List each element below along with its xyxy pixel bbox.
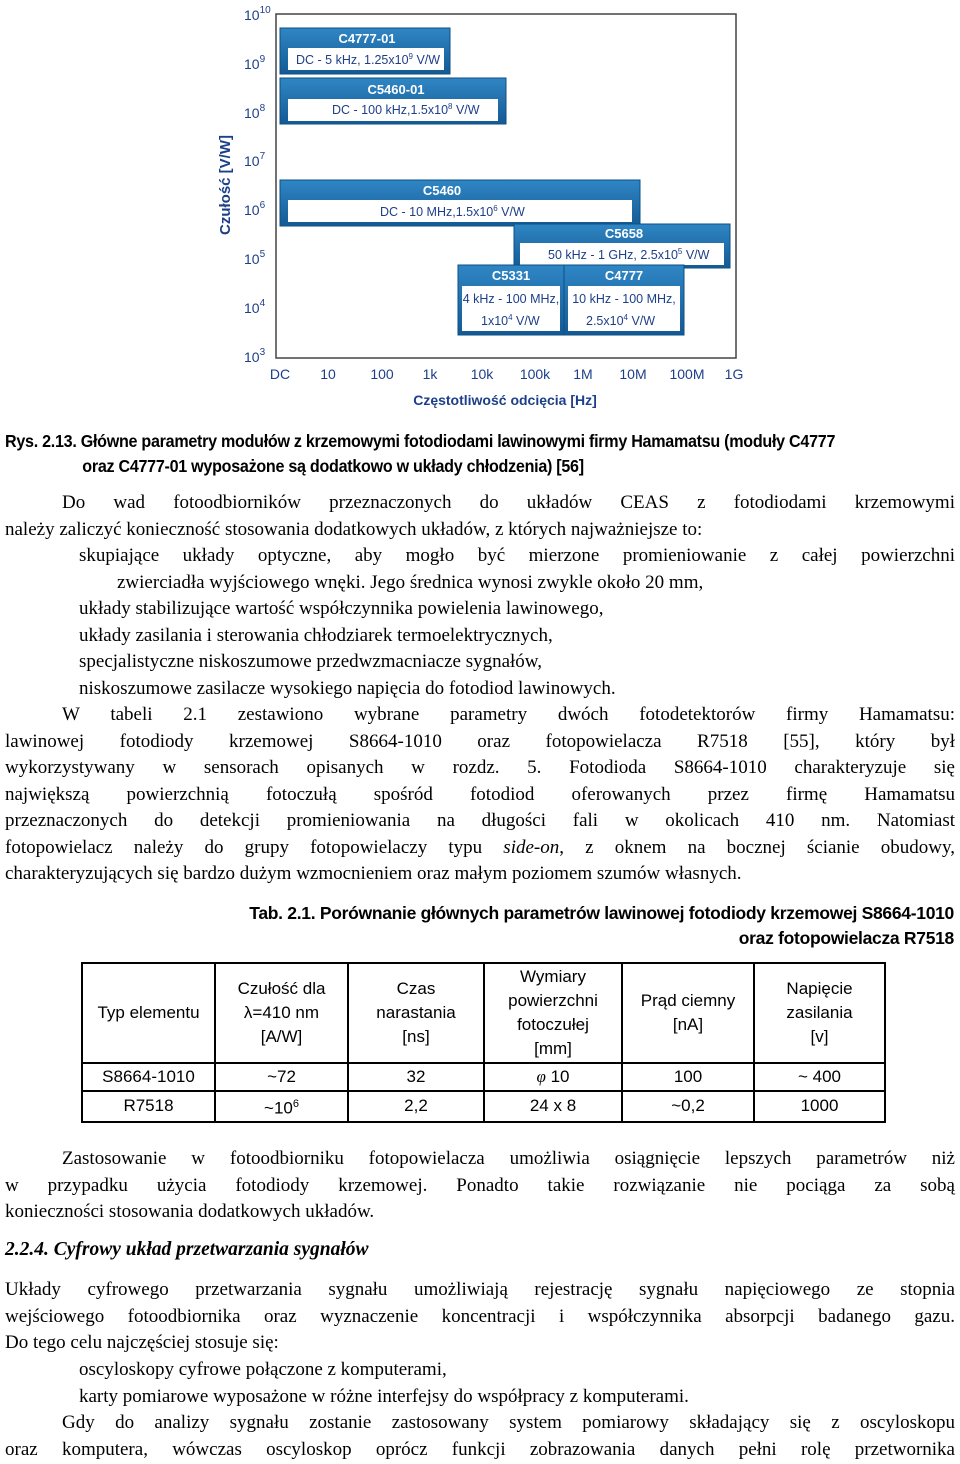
caption-line: oraz C4777-01 wyposażone są dodatkowo w układy chłodzenia) [56] (82, 456, 584, 476)
cell-value: 10 (545, 1067, 570, 1086)
header-text: Czułość dla (237, 979, 326, 998)
list-item: karty pomiarowe wyposażone w różne interfejsy do współpracy z komputerami. (79, 1385, 689, 1407)
module-spec: DC - 5 kHz, $1.25x10^9$ V/W (296, 52, 441, 67)
module-c5658 (514, 224, 730, 268)
list-item: oscyloskopy cyfrowe połączone z komputerami, (79, 1359, 447, 1380)
header-text: fotoczułej (517, 1015, 589, 1034)
table-cell (484, 1063, 622, 1091)
list-item-continuation: zwierciadła wyjściowego wnęki. Jego średnica wynosi zwykle około 20 mm, (117, 571, 704, 593)
module-c4777-01 (280, 28, 450, 74)
table-header-cell (215, 963, 348, 1063)
text-line: w przypadku użycia fotodiody krzemowej. Ponadto takie rozwiązanie nie pociąga za sobą (5, 1174, 955, 1196)
y-tick: $10^8$ (244, 103, 266, 121)
table-caption-line: oraz fotopowielacza R7518 (738, 928, 954, 948)
text-line: największą powierzchnią fotoczułą spośród fotodiod oferowanych przez firmę Hamamatsu (5, 783, 955, 805)
module-name: C5460-01 (367, 82, 425, 97)
cell-value: ~10 (264, 1098, 293, 1118)
module-c5460-01 (280, 78, 506, 124)
text-line: Układy cyfrowego przetwarzania sygnału umożliwiają rejestrację sygnału napięciowego ze stopnia (5, 1279, 955, 1300)
module-c4777 (564, 265, 684, 335)
x-tick: 1M (573, 366, 593, 382)
header-text: [v] (810, 1027, 829, 1046)
text-line: Do wad fotoodbiorników przeznaczonych do układów CEAS z fotodiodami krzemowymi (62, 492, 955, 513)
module-spec-line1: 4 kHz - 100 MHz, (462, 292, 560, 306)
text-run: , z oknem na bocznej ścianie obudowy, (559, 836, 955, 858)
italic-term: side-on (503, 836, 560, 858)
header-text: [A/W] (260, 1027, 303, 1046)
table-row (82, 1091, 885, 1122)
header-text: Prąd ciemny (640, 991, 736, 1010)
y-tick: $10^9$ (244, 54, 266, 72)
y-axis-label: Czułość [V/W] (217, 135, 234, 235)
text-line: wejściowego fotoodbiornika oraz wyznaczenie koncentracji i współczynnika absorpcji badanego gazu. (5, 1305, 955, 1327)
x-tick: 1k (422, 366, 438, 382)
header-text: zasilania (786, 1003, 853, 1022)
text-line: Zastosowanie w fotoodbiorniku fotopowielacza umożliwia osiągnięcie lepszych parametrów niż (62, 1148, 955, 1169)
text-line: Gdy do analizy sygnału zostanie zastosowany system pomiarowy składający się z oscyloskopu (62, 1412, 955, 1433)
table-header-row (82, 963, 885, 1063)
x-tick: 1G (724, 366, 744, 382)
tools-list (79, 1357, 955, 1410)
x-tick-labels (270, 366, 743, 382)
text-line: charakteryzujących się bardzo dużym wzmocnieniem oraz małym poziomem szumów własnych. (5, 863, 742, 884)
paragraph-4 (5, 1277, 955, 1357)
table-header-cell (484, 963, 622, 1063)
module-spec: $1x10^4$ V/W (481, 313, 540, 328)
table-row (82, 1063, 885, 1091)
text-line: lawinowej fotodiody krzemowej S8664-1010 oraz fotopowielacza R7518 [55], który był (5, 730, 955, 752)
y-tick: $10^{10}$ (244, 5, 271, 23)
module-c5331 (458, 265, 564, 335)
module-c5460 (280, 180, 640, 226)
paragraph-1 (5, 490, 955, 543)
module-spec: DC - 10 $MHz,1.5x10^6$ V/W (380, 204, 525, 219)
table-cell: 1000 (754, 1091, 885, 1122)
module-name: C5460 (422, 183, 462, 198)
paragraph-2 (5, 702, 955, 888)
x-tick: DC (269, 366, 291, 382)
text-line: W tabeli 2.1 zestawiono wybrane parametry dwóch fotodetektorów firmy Hamamatsu: (62, 704, 955, 725)
table-cell: 2,2 (348, 1091, 484, 1122)
text-line (5, 835, 955, 862)
list-item: niskoszumowe zasilacze wysokiego napięcia do fotodiod lawinowych. (79, 677, 616, 699)
header-text: Wymiary (520, 967, 586, 986)
table-cell: S8664-1010 (82, 1063, 215, 1091)
list-item: układy zasilania i sterowania chłodziarek termoelektrycznych, (79, 624, 553, 646)
table-cell: 24 x 8 (484, 1091, 622, 1122)
comparison-table (81, 962, 886, 1123)
figure-svg (200, 0, 760, 412)
table-header-cell (348, 963, 484, 1063)
header-text: [mm] (534, 1039, 572, 1058)
module-name: C5331 (491, 268, 531, 283)
text-line: wykorzystywany w sensorach opisanych w rozdz. 5. Fotodioda S8664-1010 charakteryzuje się (5, 757, 955, 778)
y-tick: $10^3$ (244, 347, 266, 365)
module-spec: DC - 100 $kHz,1.5x10^8$ V/W (332, 102, 480, 117)
text-line: Do tego celu najczęściej stosuje się: (5, 1332, 279, 1353)
header-text: Typ elementu (97, 1003, 200, 1022)
x-tick: 10M (619, 366, 647, 382)
paragraph-5 (5, 1410, 955, 1463)
header-text: narastania (376, 1003, 456, 1022)
y-tick: $10^6$ (244, 200, 266, 218)
requirements-list (79, 543, 955, 702)
section-heading: 2.2.4. Cyfrowy układ przetwarzania sygnałów (5, 1239, 369, 1260)
header-text: Napięcie (786, 979, 853, 998)
module-spec: $2.5x10^4$ V/W (586, 313, 656, 328)
table-cell (215, 1091, 348, 1122)
y-tick: $10^4$ (244, 298, 266, 316)
header-text: [nA] (672, 1015, 704, 1034)
y-tick-labels (244, 5, 271, 365)
header-text: [ns] (402, 1027, 430, 1046)
figure-caption (5, 429, 874, 479)
paragraph-3 (5, 1146, 955, 1226)
text-line: należy zaliczyć konieczność stosowania dodatkowych układów, z których najważniejsze to: (5, 518, 703, 540)
x-tick: 10 (320, 366, 336, 382)
list-item: układy stabilizujące wartość współczynnika powielenia lawinowego, (79, 598, 604, 619)
header-text: powierzchni (508, 991, 598, 1010)
table-cell: ~72 (215, 1063, 348, 1091)
table-header-cell (82, 963, 215, 1063)
header-text: λ=410 nm (243, 1003, 320, 1022)
table-header-cell (754, 963, 885, 1063)
x-axis-label: Częstotliwość odcięcia [Hz] (413, 392, 597, 408)
text-line: konieczności stosowania dodatkowych układów. (5, 1201, 375, 1222)
text-run: fotopowielacz należy do grupy fotopowielaczy typu (5, 836, 504, 858)
table-cell: R7518 (82, 1091, 215, 1122)
list-item: skupiające układy optyczne, aby mogło być mierzone promieniowanie z całej powierzchni (79, 545, 955, 566)
list-item: specjalistyczne niskoszumowe przedwzmacniacze sygnałów, (79, 651, 543, 672)
table-cell: ~ 400 (754, 1063, 885, 1091)
text-line: przeznaczonych do detekcji promieniowania na długości fali w okolicach 410 nm. Natomiast (5, 810, 955, 831)
diameter-symbol: φ (536, 1067, 546, 1086)
module-name: C4777 (604, 268, 644, 283)
x-tick: 100 (370, 366, 394, 382)
module-name: C4777-01 (338, 31, 396, 46)
table-header-cell (622, 963, 754, 1063)
module-name: C5658 (604, 226, 644, 241)
x-tick: 100k (519, 366, 551, 382)
table-cell: 100 (622, 1063, 754, 1091)
table-caption-line: Tab. 2.1. Porównanie głównych parametrów lawinowej fotodiody krzemowej S8664-1010 (249, 903, 954, 923)
header-text: Czas (396, 979, 436, 998)
table-caption (194, 901, 954, 951)
x-tick: 100M (669, 366, 705, 382)
table-cell: ~0,2 (622, 1091, 754, 1122)
table-cell: 32 (348, 1063, 484, 1091)
x-tick: 10k (470, 366, 494, 382)
sensitivity-figure (200, 0, 760, 412)
cell-exponent: 6 (292, 1098, 299, 1110)
module-spec: 50 kHz - 1 GHz, $2.5x10^5$ V/W (548, 247, 710, 262)
y-tick: $10^5$ (244, 249, 266, 267)
caption-line: Rys. 2.13. Główne parametry modułów z krzemowymi fotodiodami lawinowymi firmy Hamamatsu (moduły C4777 (5, 431, 836, 451)
text-line: oraz komputera, wówczas oscyloskop oprócz funkcji zobrazowania danych pełni rolę przetwornika (5, 1438, 955, 1460)
y-tick: $10^7$ (244, 151, 266, 169)
module-spec-line1: 10 kHz - 100 MHz, (572, 292, 676, 306)
